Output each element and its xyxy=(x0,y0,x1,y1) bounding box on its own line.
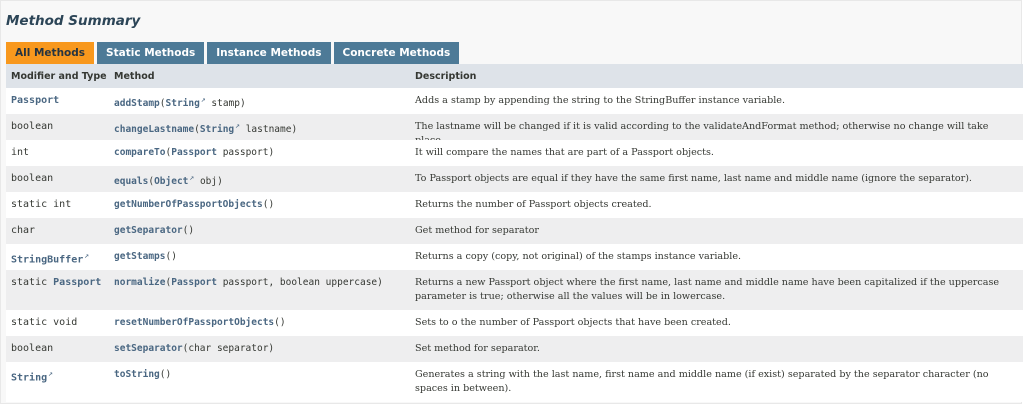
method-cell xyxy=(114,95,246,109)
param-type-link[interactable]: Object xyxy=(154,176,189,188)
modifier-type-cell xyxy=(11,225,35,236)
method-tabs xyxy=(6,42,462,64)
method-description: To Passport objects are equal if they have the same first name, last name and middle name (ignore the separator). xyxy=(415,173,972,184)
method-description: Adds a stamp by appending the string to the StringBuffer instance variable. xyxy=(415,95,786,106)
modifier-type-cell xyxy=(11,317,77,328)
type-link[interactable]: Passport xyxy=(11,95,60,106)
method-link[interactable]: normalize xyxy=(114,277,166,288)
method-link[interactable]: addStamp xyxy=(114,98,160,110)
method-cell xyxy=(114,343,274,354)
table-row xyxy=(6,336,1023,362)
method-cell xyxy=(114,225,194,236)
type-name: boolean xyxy=(11,121,54,132)
modifier-type-cell xyxy=(11,173,53,184)
method-link[interactable]: getSeparator xyxy=(114,225,183,236)
method-description: Sets to o the number of Passport objects that have been created. xyxy=(415,317,731,328)
column-header-description: Description xyxy=(415,71,477,82)
table-row xyxy=(6,114,1023,140)
method-cell xyxy=(114,121,297,135)
modifier-type-cell xyxy=(11,147,29,158)
method-link[interactable]: toString xyxy=(114,369,160,380)
method-params: (char separator) xyxy=(182,343,275,354)
modifier-type-cell xyxy=(11,95,59,106)
modifier-type-cell xyxy=(11,343,53,354)
method-cell xyxy=(114,251,177,262)
modifier-keyword: static xyxy=(11,277,54,288)
tab-all-methods[interactable]: All Methods xyxy=(6,42,94,64)
type-link[interactable]: StringBuffer xyxy=(11,254,84,266)
tab-concrete-methods[interactable]: Concrete Methods xyxy=(334,42,460,64)
method-link[interactable]: getStamps xyxy=(114,251,166,262)
tab-instance-methods[interactable]: Instance Methods xyxy=(207,42,330,64)
tab-static-methods[interactable]: Static Methods xyxy=(97,42,204,64)
method-params: () xyxy=(182,225,195,236)
method-params: ( xyxy=(148,176,155,188)
table-row xyxy=(6,244,1023,270)
method-params: stamp) xyxy=(205,98,246,110)
external-link-icon: ↗ xyxy=(189,173,195,182)
method-params: ( xyxy=(159,98,166,110)
column-header-method: Method xyxy=(114,71,155,82)
method-description: Returns the number of Passport objects created. xyxy=(415,199,652,210)
external-link-icon: ↗ xyxy=(235,121,240,130)
method-params: ( xyxy=(165,147,172,158)
method-params: lastname) xyxy=(239,124,298,136)
table-row xyxy=(6,362,1023,402)
modifier-keyword: static xyxy=(11,317,54,328)
column-header-modifier: Modifier and Type xyxy=(11,71,107,82)
external-link-icon: ↗ xyxy=(48,369,53,378)
table-row xyxy=(6,270,1023,310)
type-name: char xyxy=(11,225,36,236)
method-cell xyxy=(114,317,286,328)
method-params: () xyxy=(165,251,177,262)
table-row xyxy=(6,140,1023,166)
table-row xyxy=(6,192,1023,218)
modifier-type-cell xyxy=(11,277,101,288)
type-name: boolean xyxy=(11,173,54,184)
type-link[interactable]: String xyxy=(11,372,48,384)
method-summary-table xyxy=(6,64,1023,402)
param-type-link[interactable]: Passport xyxy=(171,147,217,158)
method-cell xyxy=(114,147,274,158)
modifier-type-cell xyxy=(11,199,71,210)
param-type-link[interactable]: String xyxy=(199,124,235,136)
param-type-link[interactable]: String xyxy=(165,98,200,110)
method-link[interactable]: setSeparator xyxy=(114,343,183,354)
type-link[interactable]: Passport xyxy=(53,277,102,288)
table-header xyxy=(6,66,1023,88)
table-row xyxy=(6,88,1023,114)
type-name: int xyxy=(53,199,72,210)
table-row xyxy=(6,166,1023,192)
method-params: () xyxy=(262,199,275,210)
method-description: The lastname will be changed if it is valid according to the validateAndFormat method; otherwise no change will take xyxy=(415,121,989,132)
type-name: boolean xyxy=(11,343,54,354)
method-params: obj) xyxy=(194,176,223,188)
section-title: Method Summary xyxy=(6,13,141,29)
type-name: int xyxy=(11,147,30,158)
method-params: ( xyxy=(194,124,200,136)
method-description: Generates a string with the last name, first name and middle name (if exist) separated by the separator character (no spaces in between). xyxy=(415,369,989,394)
method-cell xyxy=(114,277,383,288)
method-link[interactable]: equals xyxy=(114,176,149,188)
modifier-type-cell xyxy=(11,251,89,265)
modifier-type-cell xyxy=(11,121,53,132)
method-cell xyxy=(114,369,171,380)
method-description: It will compare the names that are part of a Passport objects. xyxy=(415,147,714,158)
method-link[interactable]: changeLastname xyxy=(114,124,195,136)
modifier-keyword: static xyxy=(11,199,54,210)
method-params: passport, boolean uppercase) xyxy=(216,277,383,288)
method-params: () xyxy=(274,317,286,328)
method-description: Returns a copy (copy, not original) of the stamps instance variable. xyxy=(415,251,742,262)
method-description: Get method for separator xyxy=(415,225,539,236)
external-link-icon: ↗ xyxy=(200,95,206,104)
method-params: passport) xyxy=(216,147,275,158)
method-cell xyxy=(114,173,223,187)
method-description: Set method for separator. xyxy=(415,343,540,354)
external-link-icon: ↗ xyxy=(84,251,90,260)
method-link[interactable]: resetNumberOfPassportObjects xyxy=(114,317,275,328)
table-row xyxy=(6,218,1023,244)
method-params: ( xyxy=(165,277,172,288)
modifier-type-cell xyxy=(11,369,53,383)
table-row xyxy=(6,310,1023,336)
method-params: () xyxy=(159,369,172,380)
method-cell xyxy=(114,199,274,210)
method-link[interactable]: compareTo xyxy=(114,147,166,158)
method-link[interactable]: getNumberOfPassportObjects xyxy=(114,199,263,210)
method-description: Returns a new Passport object where the first name, last name and middle name have been capitalized if the uppercase parameter is true; otherwise all the values will be in lowercase. xyxy=(415,277,1000,302)
type-name: void xyxy=(53,317,78,328)
param-type-link[interactable]: Passport xyxy=(171,277,217,288)
